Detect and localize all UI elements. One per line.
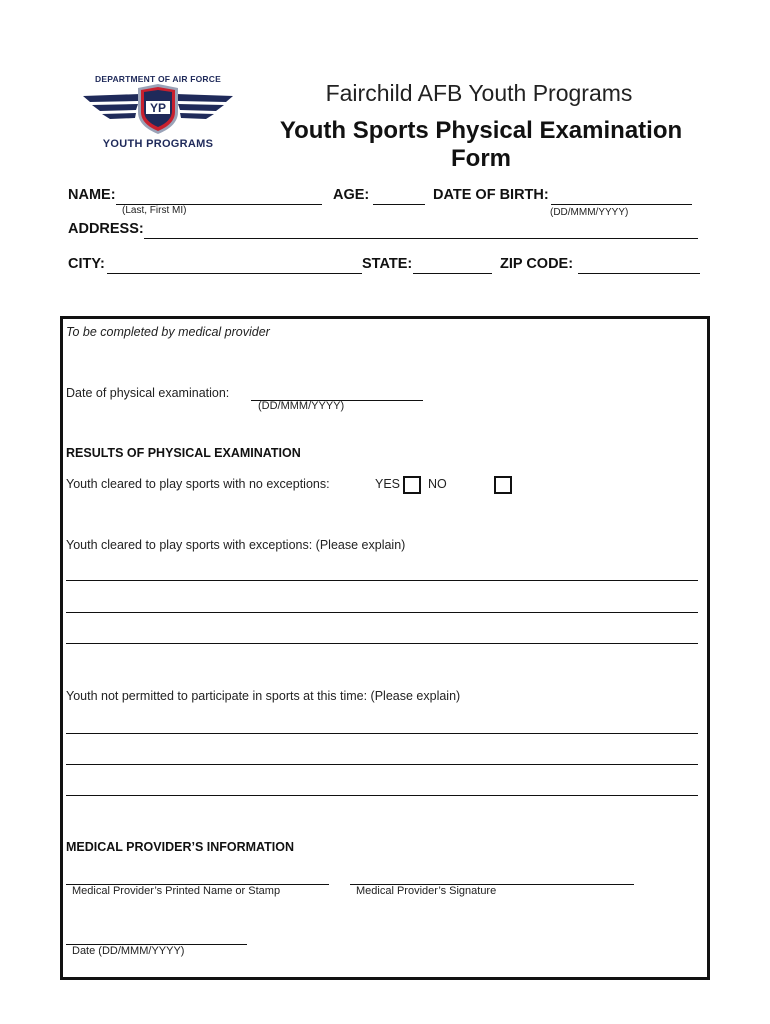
organization-name: Fairchild AFB Youth Programs (325, 80, 633, 106)
dob-label: DATE OF BIRTH: (433, 187, 549, 203)
cleared-no-exceptions-label: Youth cleared to play sports with no exceptions: (66, 477, 330, 491)
not-permitted-line[interactable] (66, 733, 698, 734)
exam-date-hint: (DD/MMM/YYYY) (258, 400, 345, 412)
no-checkbox[interactable] (494, 476, 512, 494)
not-permitted-label: Youth not permitted to participate in sports at this time: (Please explain) (66, 689, 461, 703)
date-label: Date (DD/MMM/YYYY) (72, 945, 185, 957)
state-field[interactable] (413, 273, 492, 274)
logo-bottom-text: YOUTH PROGRAMS (102, 138, 214, 150)
printed-name-label: Medical Provider’s Printed Name or Stamp (72, 885, 281, 897)
address-label: ADDRESS: (68, 221, 144, 237)
exceptions-line[interactable] (66, 612, 698, 613)
name-label: NAME: (68, 187, 116, 203)
no-label: NO (428, 477, 447, 491)
medical-provider-box (60, 316, 710, 980)
provider-info-heading: MEDICAL PROVIDER’S INFORMATION (66, 840, 295, 854)
not-permitted-line[interactable] (66, 764, 698, 765)
state-label: STATE: (362, 256, 413, 272)
cleared-with-exceptions-label: Youth cleared to play sports with exceptions: (Please explain) (66, 538, 406, 552)
exceptions-line[interactable] (66, 580, 698, 581)
dob-field[interactable] (551, 204, 692, 205)
age-field[interactable] (373, 204, 425, 205)
zip-label: ZIP CODE: (500, 256, 574, 272)
provider-intro: To be completed by medical provider (66, 325, 270, 339)
exam-date-label: Date of physical examination: (66, 386, 230, 400)
name-hint: (Last, First MI) (122, 205, 187, 216)
yes-label: YES (375, 477, 401, 491)
exceptions-line[interactable] (66, 643, 698, 644)
city-label: CITY: (68, 256, 105, 272)
not-permitted-line[interactable] (66, 795, 698, 796)
results-heading: RESULTS OF PHYSICAL EXAMINATION (66, 446, 301, 460)
address-field[interactable] (144, 238, 698, 239)
age-label: AGE: (333, 187, 370, 203)
zip-field[interactable] (578, 273, 700, 274)
city-field[interactable] (107, 273, 362, 274)
yes-checkbox[interactable] (403, 476, 421, 494)
signature-label: Medical Provider’s Signature (356, 885, 497, 897)
dob-hint: (DD/MMM/YYYY) (550, 207, 629, 218)
logo-monogram: YP (149, 101, 167, 115)
form-title: Youth Sports Physical Examination Form (279, 117, 683, 172)
logo-top-text: DEPARTMENT OF AIR FORCE (95, 74, 221, 84)
